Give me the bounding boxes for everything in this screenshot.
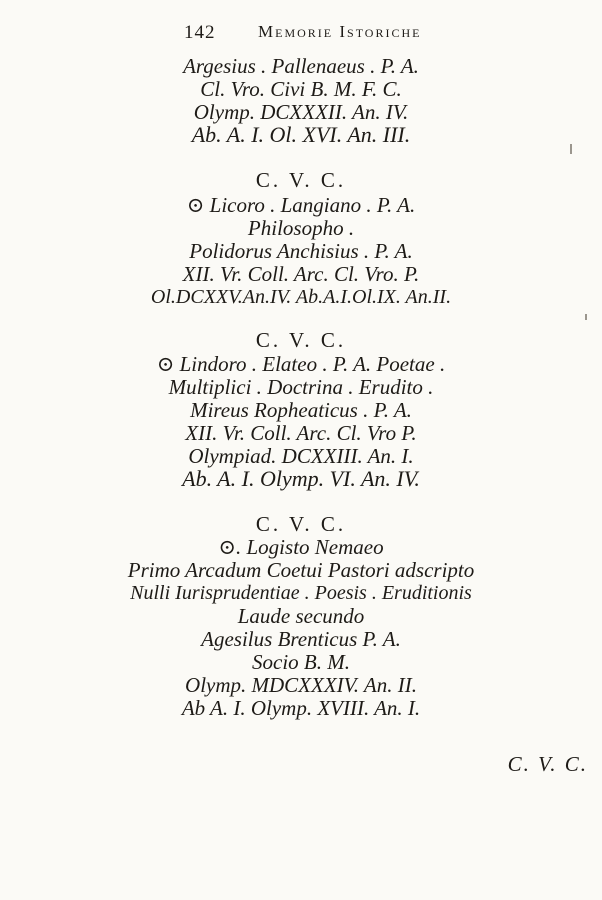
inscription-line: Ab A. I. Olymp. XVIII. An. I. (181, 696, 421, 720)
inscription-line: Mireus Ropheaticus . P. A. (190, 398, 412, 422)
section-heading: C. V. C. (255, 328, 347, 352)
inscription-line: Multiplici . Doctrina . Erudito . (168, 375, 434, 399)
inscription-line: Nulli Iurisprudentiae . Poesis . Eruditionis (130, 582, 472, 604)
inscription-line: ⊙. Logisto Nemaeo (218, 535, 384, 559)
inscription-line: Agesilus Brenticus P. A. (201, 627, 401, 651)
inscription-line: Argesius . Pallenaeus . P. A. (183, 54, 419, 78)
inscription-line: Ab. A. I. Ol. XVI. An. III. (191, 122, 411, 147)
page-number: 142 (184, 22, 216, 43)
inscription-line: Olymp. DCXXXII. An. IV. (193, 100, 409, 124)
page-header (0, 20, 602, 44)
section-heading: C. V. C. (255, 168, 347, 192)
inscription-line: Polidorus Anchisius . P. A. (189, 239, 413, 263)
inscription-line: XII. Vr. Coll. Arc. Cl. Vro P. (185, 421, 417, 445)
inscription-line: Ol.DCXXV.An.IV. Ab.A.I.Ol.IX. An.II. (150, 286, 452, 308)
running-title: Memorie Istoriche (258, 22, 422, 41)
inscription-line: Socio B. M. (252, 650, 350, 674)
inscription-line: XII. Vr. Coll. Arc. Cl. Vro. P. (182, 262, 420, 286)
inscription-line: ⊙ Lindoro . Elateo . P. A. Poetae . (156, 352, 446, 376)
inscription-line: Olympiad. DCXXIII. An. I. (188, 444, 414, 468)
section-heading: C. V. C. (255, 512, 347, 536)
catchword: C. V. C. (507, 752, 588, 776)
margin-mark (585, 314, 587, 320)
inscription-line: Laude secundo (237, 604, 365, 628)
inscription-line: Cl. Vro. Civi B. M. F. C. (200, 77, 402, 101)
inscription-line: Olymp. MDCXXXIV. An. II. (185, 673, 417, 697)
margin-mark (570, 144, 572, 154)
inscription-line: Primo Arcadum Coetui Pastori adscripto (127, 558, 475, 582)
inscription-line: ⊙ Licoro . Langiano . P. A. (186, 193, 416, 217)
inscription-line: Ab. A. I. Olymp. VI. An. IV. (182, 466, 420, 491)
inscription-line: Philosopho . (247, 216, 355, 240)
